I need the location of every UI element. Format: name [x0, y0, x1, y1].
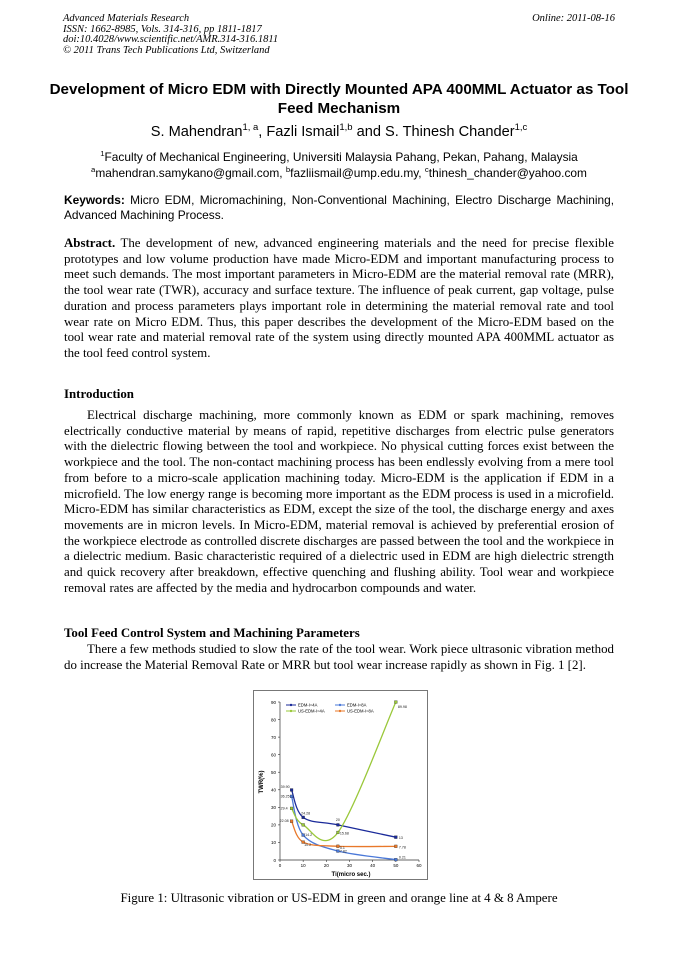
- data-point: [290, 820, 293, 823]
- doi-line: doi:10.4028/www.scientific.net/AMR.314-316.1811: [63, 34, 279, 46]
- author-name: Fazli Ismail: [266, 124, 340, 140]
- y-tick-label: 0: [273, 857, 276, 863]
- y-tick-label: 80: [270, 717, 276, 723]
- data-label: 7.78: [398, 845, 406, 850]
- x-axis-label: Ti(micro sec.): [331, 872, 371, 878]
- abstract-text: The development of new, advanced engineering materials and the need for precise flexible prototypes and low volume production have made Micro-EDM and important manufacturing process to meet such demands. The most important parameters in Micro-EDM are the material removal rate (MRR), the tool wear rate (TWR), accuracy and surface texture. The influence of peak current, gap voltage, pulse duration and process parameters plays important role in determining the material removal rate and tool wear rate on Micro EDM. Thus, this paper describes the development of the Micro-EDM based on the tool wear rate and material removal rate of the system using directly mounted APA 400MML actuator as the tool feed control system.: [64, 236, 614, 360]
- data-label: 15.68: [339, 831, 349, 836]
- x-tick-label: 40: [370, 863, 376, 868]
- data-label: 36.25: [280, 794, 290, 799]
- author-affil-mark: 1,b: [339, 122, 353, 134]
- keywords: [64, 193, 614, 224]
- legend-marker: [339, 704, 341, 706]
- x-tick-label: 20: [323, 863, 329, 868]
- data-point: [290, 795, 293, 798]
- abstract-label: Abstract.: [64, 236, 116, 250]
- section-heading-introduction: Introduction: [64, 387, 134, 401]
- data-label: 0.21: [398, 855, 406, 860]
- data-label: 10.2: [304, 843, 312, 848]
- email-link[interactable]: thinesh_chander@yahoo.com: [428, 165, 587, 180]
- data-label: 7.82: [339, 849, 347, 854]
- x-tick-label: 30: [346, 863, 353, 868]
- x-tick-label: 10: [300, 863, 306, 868]
- y-tick-label: 20: [270, 822, 276, 828]
- data-label: 24.28: [301, 811, 311, 816]
- data-point: [302, 823, 305, 826]
- keywords-text: Micro EDM, Micromachining, Non-Conventional Machining, Electro Discharge Machining, Advanced Machining Process.: [64, 193, 614, 223]
- y-axis-label: TWR(%): [259, 770, 265, 794]
- data-point: [394, 836, 397, 839]
- data-point: [337, 850, 340, 853]
- copyright-line: © 2011 Trans Tech Publications Ltd, Switzerland: [63, 45, 270, 57]
- tool-feed-paragraph: There a few methods studied to slow the rate of the tool wear. Work piece ultrasonic vibration method do increase the Material Removal Rate or MRR but tool wear increase rapidly as shown in Fig. 1 [2].: [64, 642, 614, 672]
- abstract: [64, 236, 614, 362]
- journal-header: [63, 14, 615, 57]
- email-link[interactable]: fazliismail@ump.edu.my,: [290, 165, 425, 180]
- y-tick-label: 90: [270, 699, 276, 705]
- legend-label: EDM-I=8A: [347, 702, 367, 708]
- data-point: [290, 807, 293, 810]
- legend-label: US-EDM-I=4A: [298, 708, 325, 714]
- author-affil-mark: 1,c: [514, 122, 528, 134]
- data-label: 14.2: [305, 833, 313, 838]
- email-mark: a: [91, 164, 96, 174]
- x-tick-label: 60: [416, 863, 422, 868]
- data-point: [290, 789, 293, 792]
- figure-1-chart: [253, 690, 428, 880]
- data-point: [302, 834, 305, 837]
- author-separator: ,: [258, 124, 267, 140]
- legend-marker: [290, 704, 292, 706]
- legend-label: US-EDM-I=8A: [347, 708, 374, 714]
- data-label: 89.98: [397, 705, 407, 710]
- author-list: [40, 124, 638, 140]
- affiliation-block: [40, 150, 638, 181]
- y-tick-label: 30: [270, 805, 276, 811]
- author-separator: and: [352, 124, 386, 140]
- data-label: 22.08: [279, 819, 289, 824]
- affil-mark: 1: [100, 149, 105, 159]
- section-heading-tool-feed: Tool Feed Control System and Machining Parameters: [64, 626, 360, 640]
- y-tick-label: 10: [270, 840, 276, 846]
- email-mark: b: [285, 164, 291, 174]
- data-point: [394, 701, 397, 704]
- x-tick-label: 50: [393, 863, 399, 868]
- email-link[interactable]: mahendran.samykano@gmail.com,: [95, 165, 286, 180]
- online-date: Online: 2011-08-16: [532, 13, 615, 24]
- email-mark: c: [424, 164, 429, 174]
- legend-marker: [290, 710, 292, 712]
- data-point: [394, 858, 397, 861]
- introduction-paragraph: Electrical discharge machining, more commonly known as EDM or spark machining, removes electrically conductive material by means of rapid, repetitive discharges from electric pulse generators with the dielectric flowing between the tool and workpiece. No physical cutting forces exist between the workpiece and the tool. The non-contact machining process has been endlessly evolving from a mere tool from before to a micro-scale application machining today. Micro-EDM is the application if EDM in a microfield. The low energy range is becoming more important as the EDM process is used in a microfield. Micro-EDM has similar characteristics as EDM, except the size of the tool, the discharge energy and axes movements are in micron levels. In Micro-EDM, material removal is achieved by preferential erosion of the workpiece electrode as controlled discrete discharges are passed between the tool and the workpiece in a dielectric medium. Basic characteristic required of a dielectric used in EDM are high dielectric strength and quick recovery after breakdown, effective quenching and flushing ability. Tool wear and workpiece removal rates are affected by the media and hydrocarbon compounds and water.: [64, 408, 614, 595]
- legend-marker: [339, 710, 341, 712]
- data-label: 29.4: [280, 806, 288, 811]
- y-tick-label: 60: [270, 752, 276, 758]
- affiliation-line: [40, 150, 638, 166]
- data-point: [337, 845, 340, 848]
- paper-title: Development of Micro EDM with Directly Mounted APA 400MML Actuator as Tool Feed Mechanism: [49, 81, 629, 117]
- twr-line-chart: [253, 690, 428, 880]
- journal-name: Advanced Materials Research: [63, 13, 190, 24]
- data-label: 20: [335, 817, 340, 822]
- legend-label: EDM-I=4A: [298, 702, 318, 708]
- y-tick-label: 50: [270, 770, 276, 776]
- issn-line: ISSN: 1662-8985, Vols. 314-316, pp 1811-1817: [63, 23, 262, 35]
- data-label: 39.90: [280, 784, 290, 789]
- data-point: [337, 831, 340, 834]
- affiliation-text: Faculty of Mechanical Engineering, Universiti Malaysia Pahang, Pekan, Pahang, Malaysia: [104, 150, 578, 164]
- keywords-label: Keywords:: [64, 193, 125, 207]
- data-point: [302, 816, 305, 819]
- author-affil-mark: 1, a: [242, 122, 259, 134]
- y-tick-label: 40: [270, 787, 276, 793]
- figure-caption: Figure 1: Ultrasonic vibration or US-EDM in green and orange line at 4 & 8 Ampere: [120, 891, 558, 905]
- data-point: [337, 823, 340, 826]
- data-label: 5.1: [339, 846, 345, 851]
- data-point: [394, 845, 397, 848]
- y-tick-label: 70: [270, 734, 276, 740]
- email-line: [40, 166, 638, 182]
- author-name: S. Thinesh Chander: [385, 124, 515, 140]
- author-name: S. Mahendran: [150, 124, 243, 140]
- x-tick-label: 0: [278, 863, 282, 868]
- data-label: 13: [398, 836, 403, 841]
